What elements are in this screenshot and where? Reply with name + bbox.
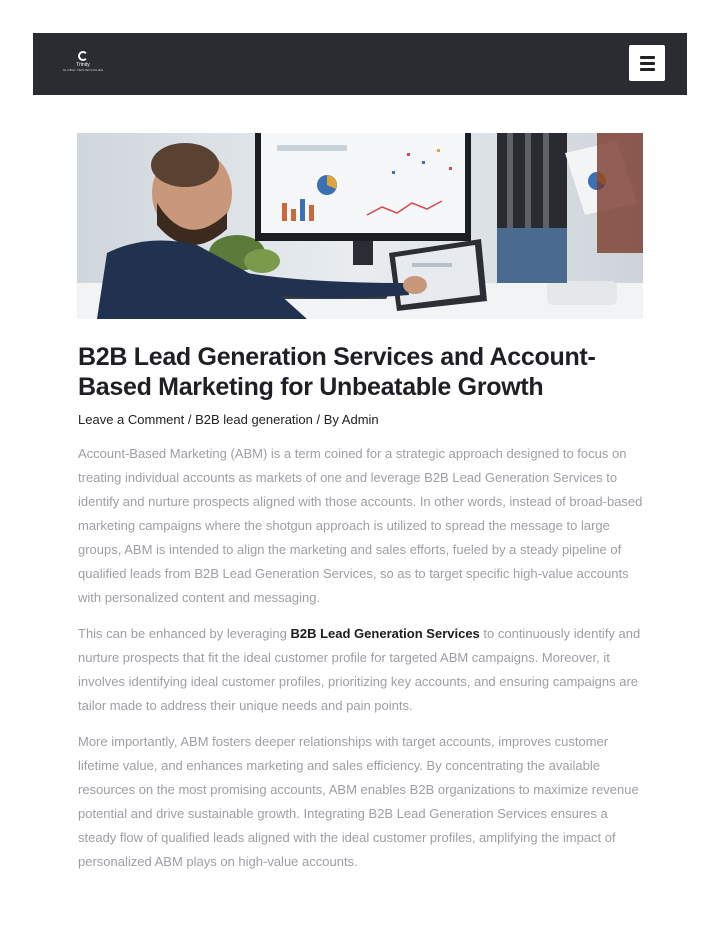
hamburger-icon [640, 56, 655, 59]
author-link[interactable]: Admin [341, 412, 379, 427]
article-title: B2B Lead Generation Services and Account-Based Marketing for Unbeatable Growth [78, 343, 596, 401]
b2b-services-link[interactable]: B2B Lead Generation Services [290, 626, 480, 641]
meta-separator: / [184, 412, 196, 427]
site-logo[interactable] [63, 51, 103, 79]
logo-tagline: GLOBAL TECHNOLOGIES [62, 68, 104, 72]
category-link[interactable]: B2B lead generation [195, 412, 313, 427]
meta-by-label: / By [312, 412, 342, 427]
hero-image [77, 133, 643, 319]
leave-comment-link[interactable]: Leave a Comment [78, 412, 185, 427]
paragraph-2 [78, 622, 644, 718]
paragraph-1: Account-Based Marketing (ABM) is a term coined for a strategic approach designed to focus on treating individual accounts as markets of one and leverage B2B Lead Generation Services to identify and nurture prospects aligned with those accounts. In other words, instead of broad-based marketing campaigns where the shotgun approach is utilized to spread the message to large groups, ABM is intended to align the marketing and sales efforts, fueled by a steady pipeline of qualified leads from B2B Lead Generation Services, so as to target specific high-value accounts with personalized content and messaging. [78, 446, 643, 605]
hamburger-icon [640, 62, 655, 65]
logo-name: Trinity [76, 62, 90, 68]
paragraph-2-text-before: This can be enhanced by leveraging [78, 626, 291, 641]
paragraph-3: More importantly, ABM fosters deeper relationships with target accounts, improves customer lifetime value, and enhances marketing and sales efficiency. By concentrating the available resources on the most promising accounts, ABM enables B2B organizations to maximize revenue potential and drive sustainable growth. Integrating B2B Lead Generation Services ensures a steady flow of qualified leads aligned with the ideal customer profiles, amplifying the impact of personalized ABM plays on high-value accounts. [78, 734, 639, 869]
menu-button[interactable] [629, 45, 665, 81]
article-meta [78, 411, 379, 428]
article-content [78, 442, 644, 886]
paragraph-2-text-after: to continuously identify and nurture prospects that fit the ideal customer profile for targeted ABM campaigns. Moreover, it involves identifying ideal customer profiles, prioritizing key accounts, and ensuring campaigns are tailor made to address their unique needs and pain points. [78, 626, 641, 713]
site-header [33, 33, 687, 95]
hamburger-icon [640, 68, 655, 71]
logo-mark-icon [78, 51, 88, 61]
